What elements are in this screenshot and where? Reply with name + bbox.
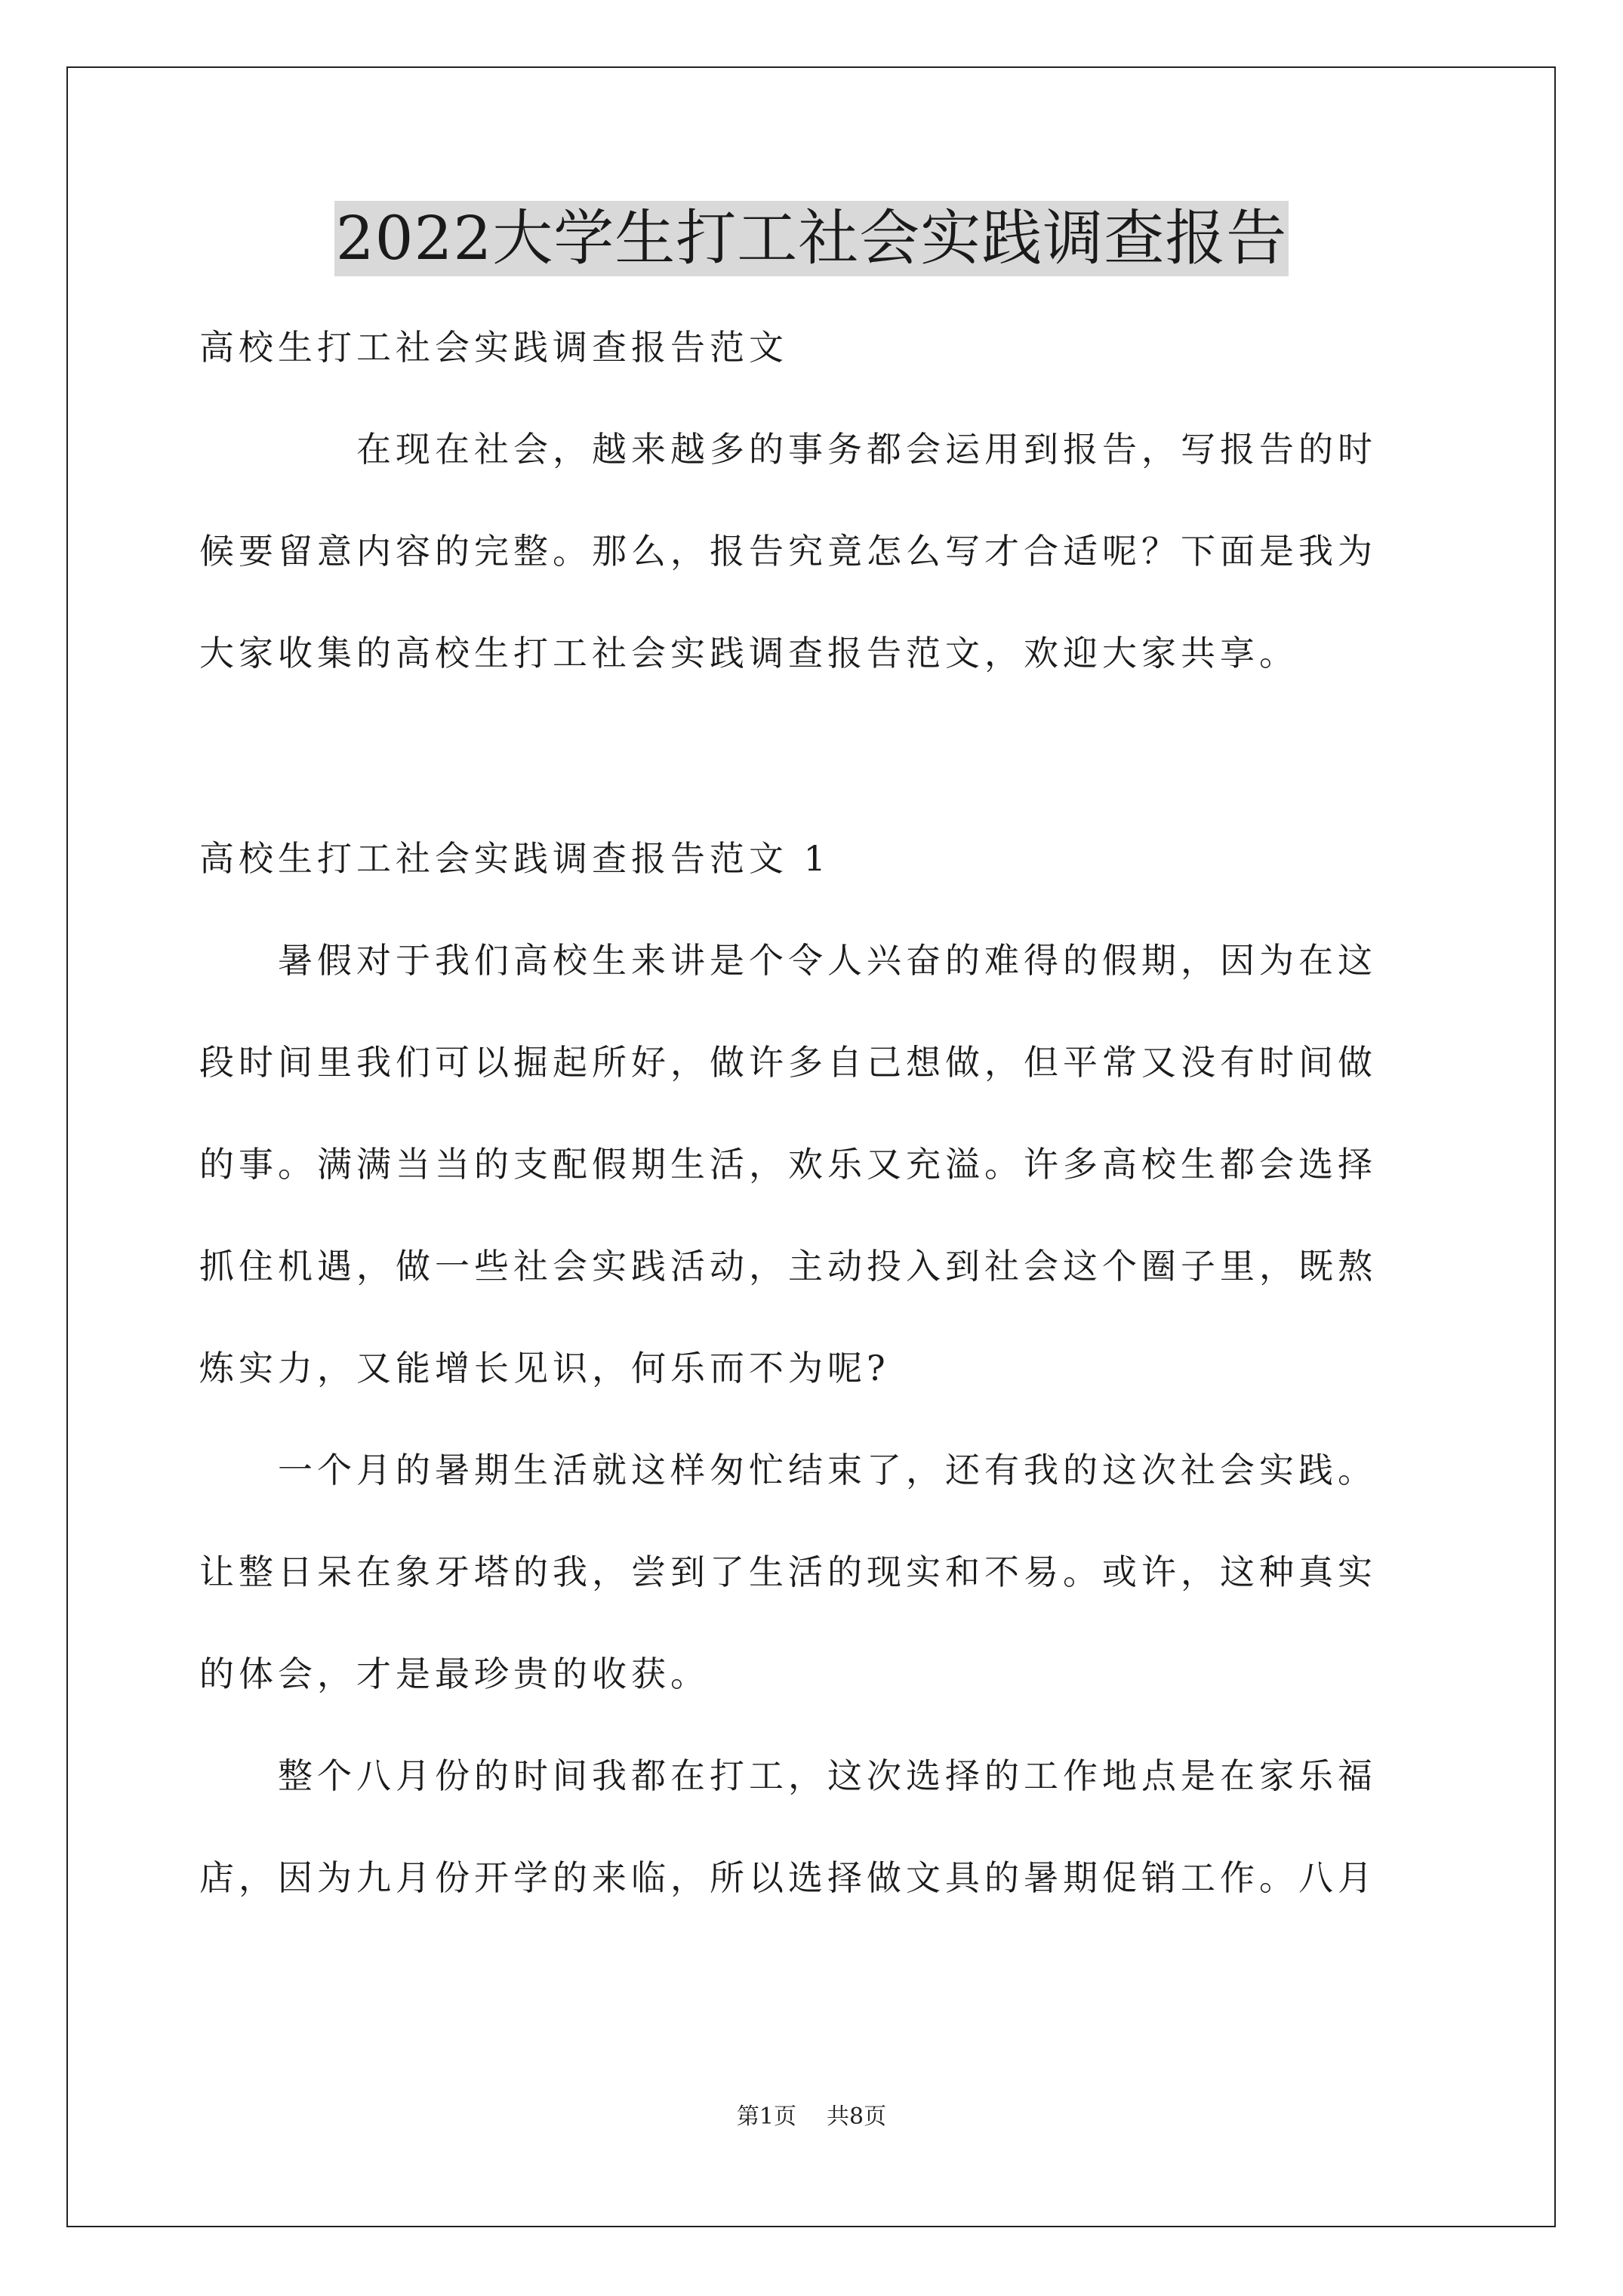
intro-line: 在现在社会，越来越多的事务都会运用到报告，写报告的时 bbox=[356, 429, 1377, 470]
paragraph-line: 段时间里我们可以掘起所好，做许多自己想做，但平常又没有时间做 bbox=[199, 1042, 1377, 1083]
page-footer bbox=[0, 2097, 1623, 2131]
document-title: 2022大学生打工社会实践调查报告 bbox=[334, 201, 1289, 276]
page-number: 第1页 bbox=[736, 2103, 796, 2130]
intro-line: 大家收集的高校生打工社会实践调查报告范文，欢迎大家共享。 bbox=[199, 633, 1298, 673]
section-heading: 高校生打工社会实践调查报告范文 1 bbox=[199, 838, 830, 879]
paragraph-line: 的事。满满当当的支配假期生活，欢乐又充溢。许多高校生都会选择 bbox=[199, 1144, 1377, 1185]
title-container bbox=[0, 201, 1623, 276]
paragraph-line: 整个八月份的时间我都在打工，这次选择的工作地点是在家乐福 bbox=[278, 1755, 1377, 1796]
subtitle: 高校生打工社会实践调查报告范文 bbox=[199, 327, 788, 368]
paragraph-line: 店，因为九月份开学的来临，所以选择做文具的暑期促销工作。八月 bbox=[199, 1857, 1377, 1898]
intro-line: 候要留意内容的完整。那么，报告究竟怎么写才合适呢？下面是我为 bbox=[199, 531, 1377, 572]
paragraph-line: 暑假对于我们高校生来讲是个令人兴奋的难得的假期，因为在这 bbox=[278, 940, 1377, 981]
paragraph-line: 的体会，才是最珍贵的收获。 bbox=[199, 1653, 710, 1694]
page-total: 共8页 bbox=[827, 2103, 887, 2130]
paragraph-line: 抓住机遇，做一些社会实践活动，主动投入到社会这个圈子里，既熬 bbox=[199, 1246, 1377, 1287]
paragraph-line: 一个月的暑期生活就这样匆忙结束了，还有我的这次社会实践。 bbox=[278, 1450, 1377, 1490]
paragraph-line: 炼实力，又能增长见识，何乐而不为呢? bbox=[199, 1348, 890, 1388]
paragraph-line: 让整日呆在象牙塔的我，尝到了生活的现实和不易。或许，这种真实 bbox=[199, 1552, 1377, 1592]
